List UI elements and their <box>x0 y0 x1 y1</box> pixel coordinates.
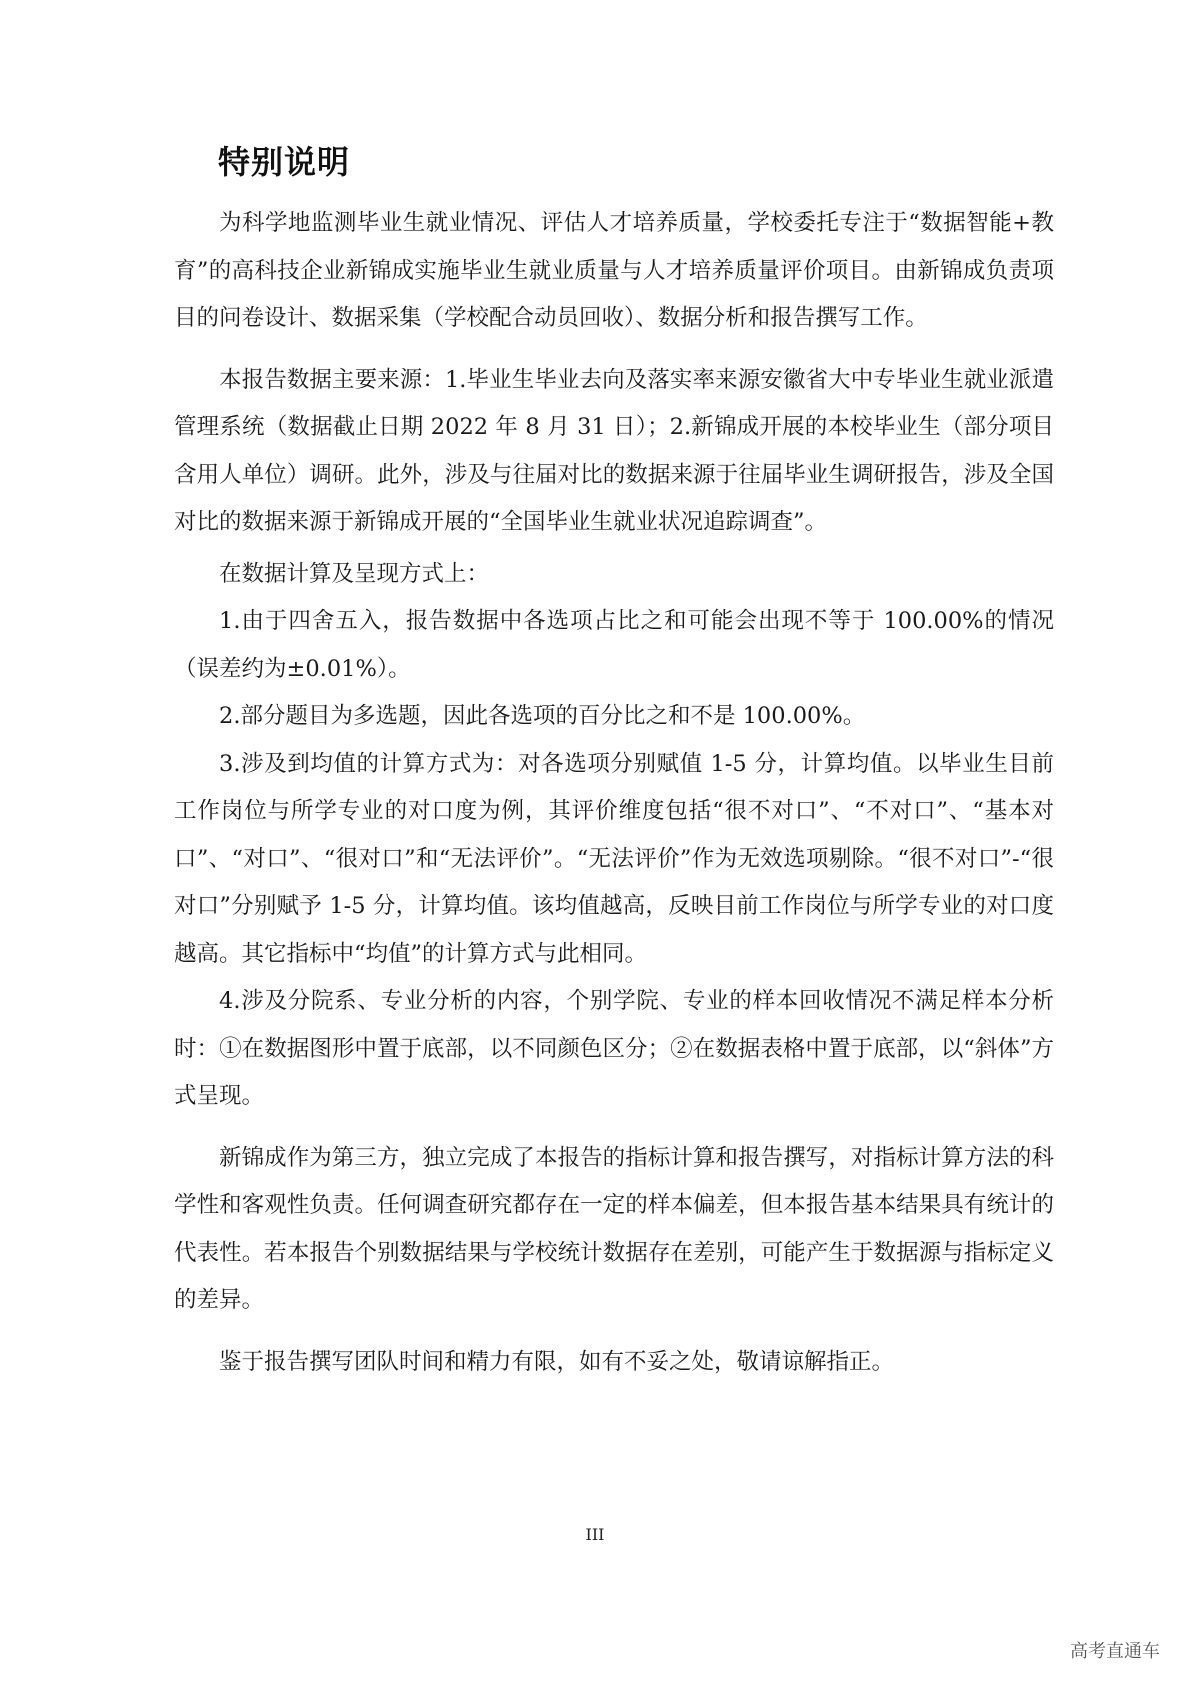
paragraph-third-party: 新锦成作为第三方，独立完成了本报告的指标计算和报告撰写，对指标计算方法的科学性和客观性负责。任何调查研究都存在一定的样本偏差，但本报告基本结果具有统计的代表性。若本报告个别数据结果与学校统计数据存在差别，可能产生于数据源与指标定义的差异。 <box>174 1144 1054 1313</box>
body-text <box>174 200 1054 1386</box>
paragraph-data-sources: 本报告数据主要来源：1.毕业生毕业去向及落实率来源安徽省大中专毕业生就业派遣管理系统（数据截止日期 2022 年 8 月 31 日）；2.新锦成开展的本校毕业生（部分项目含用人单位）调研。此外，涉及与往届对比的数据来源于往届毕业生调研报告，涉及全国对比的数据来源于新锦成开展的“全国毕业生就业状况追踪调查”。 <box>174 366 1054 535</box>
page-number: III <box>585 1525 605 1544</box>
paragraph-calculation-heading: 在数据计算及呈现方式上： <box>219 560 490 587</box>
paragraph-rounding: 1.由于四舍五入，报告数据中各选项占比之和可能会出现不等于 100.00%的情况（误差约为±0.01%）。 <box>174 608 1054 682</box>
paragraph-sample-insufficient: 4.涉及分院系、专业分析的内容，个别学院、专业的样本回收情况不满足样本分析时：①在数据图形中置于底部，以不同颜色区分；②在数据表格中置于底部，以“斜体”方式呈现。 <box>174 988 1054 1109</box>
page-title: 特别说明 <box>218 143 351 181</box>
watermark-label: 高考直通车 <box>1070 1641 1160 1662</box>
paragraph-mean-calculation: 3.涉及到均值的计算方式为：对各选项分别赋值 1-5 分，计算均值。以毕业生目前工作岗位与所学专业的对口度为例，其评价维度包括“很不对口”、“不对口”、“基本对口”、“对口”、“很对口”和“无法评价”。“无法评价”作为无效选项剔除。“很不对口”-“很对口”分别赋予 1-5 分，计算均值。该均值越高，反映目前工作岗位与所学专业的对口度越高。其它指标中“均值”的计算方式与此相同。 <box>174 750 1054 967</box>
paragraph-intro: 为科学地监测毕业生就业情况、评估人才培养质量，学校委托专注于“数据智能+教育”的高科技企业新锦成实施毕业生就业质量与人才培养质量评价项目。由新锦成负责项目的问卷设计、数据采集（学校配合动员回收）、数据分析和报告撰写工作。 <box>174 210 1054 331</box>
paragraph-multiple-choice: 2.部分题目为多选题，因此各选项的百分比之和不是 100.00%。 <box>219 703 866 729</box>
paragraph-closing: 鉴于报告撰写团队时间和精力有限，如有不妥之处，敬请谅解指正。 <box>219 1348 895 1375</box>
